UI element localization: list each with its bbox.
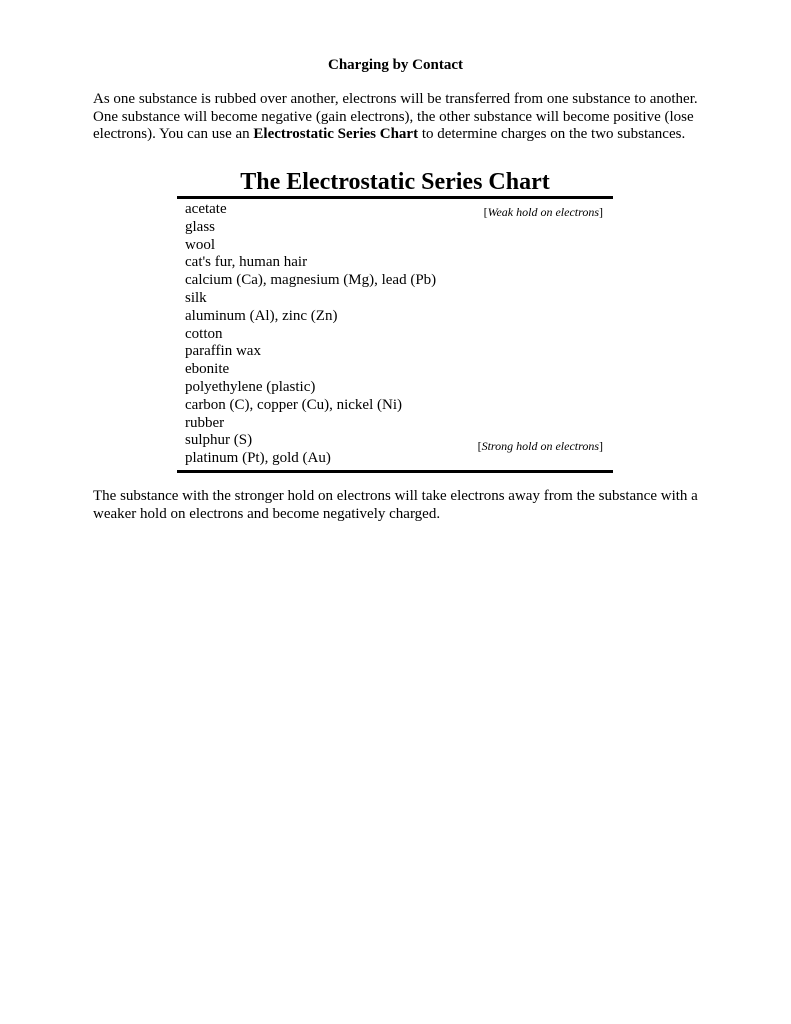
chart-title: The Electrostatic Series Chart (240, 169, 550, 195)
series-item: calcium (Ca), magnesium (Mg), lead (Pb) (185, 272, 437, 289)
series-item: carbon (C), copper (Cu), nickel (Ni) (185, 396, 403, 413)
series-item: glass (185, 218, 215, 235)
series-item: cat's fur, human hair (185, 254, 308, 271)
conclusion-paragraph: The substance with the stronger hold on electrons will take electrons away from the substance with a weaker hold on electrons and become negatively charged. (93, 488, 698, 522)
series-item: polyethylene (plastic) (185, 378, 316, 395)
chart-bottom-rule (177, 470, 613, 473)
weak-hold-note-text: Weak hold on electrons (487, 205, 599, 219)
strong-hold-note: [Strong hold on electrons] (477, 439, 603, 453)
series-item: ebonite (185, 361, 230, 378)
series-item: silk (185, 289, 207, 306)
series-item: aluminum (Al), zinc (Zn) (185, 307, 338, 324)
series-item: paraffin wax (185, 343, 261, 360)
weak-hold-note: [Weak hold on electrons] (483, 205, 603, 219)
series-item: platinum (Pt), gold (Au) (185, 450, 331, 467)
series-list (185, 201, 613, 468)
intro-bold-term: Electrostatic Series Chart (253, 126, 419, 142)
series-item: acetate (185, 201, 227, 217)
series-item: cotton (185, 325, 223, 342)
series-item: sulphur (S) (185, 432, 253, 449)
strong-hold-note-text: Strong hold on electrons (481, 439, 599, 453)
intro-text-start: As one substance is rubbed over another, electrons will be transferred from one substance to another. One substance will become negative (gain electrons), the other substance will become positive (lose electrons). You can use an (93, 91, 698, 142)
electrostatic-series-chart (177, 168, 613, 473)
page-heading: Charging by Contact (327, 57, 463, 73)
series-item: wool (185, 236, 215, 253)
series-item: rubber (185, 414, 225, 431)
chart-body (177, 199, 613, 470)
intro-paragraph (93, 91, 703, 144)
intro-text-end: to determine charges on the two substances. (418, 126, 686, 142)
